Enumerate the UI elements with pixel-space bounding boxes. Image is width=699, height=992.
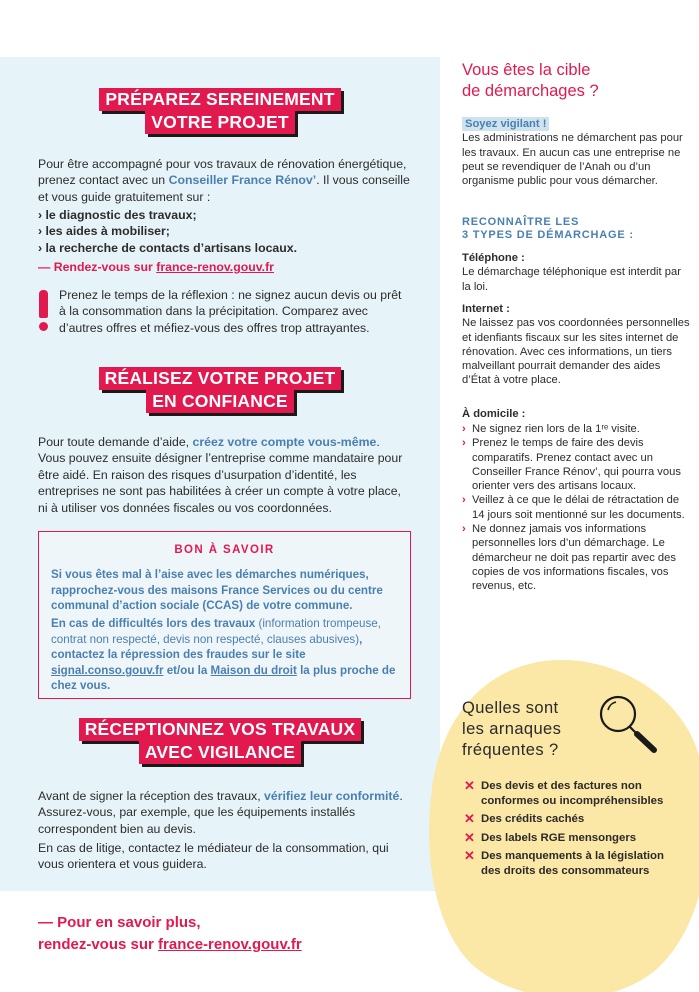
heading-receptionnez-line2: AVEC VIGILANCE [139, 741, 301, 764]
list-item [462, 493, 692, 522]
prepare-link-line [38, 259, 410, 275]
list-item [464, 849, 674, 878]
home-item-text: Ne signez rien lors de la 1ʳᵉ visite. [472, 423, 640, 435]
box-title: BON À SAVOIR [174, 544, 275, 556]
scam-item-text: Des manquements à la législation des droits des consommateurs [481, 850, 664, 877]
heading-prepare [0, 88, 440, 134]
bullet-aides: › les aides à mobiliser; [38, 224, 170, 239]
exclamation-icon [36, 290, 52, 332]
chevron-right-icon: › [462, 494, 466, 507]
heading-realisez [0, 367, 440, 413]
prepare-bullets [38, 207, 410, 256]
scam-item-text: Des labels RGE mensongers [481, 831, 637, 844]
footer [38, 912, 438, 956]
types-heading [462, 216, 692, 242]
bon-a-savoir-box [38, 531, 411, 699]
receptionnez-text-2: En cas de litige, contactez le médiateur de la consommation, qui vous orientera et vous guidera. [38, 841, 389, 872]
vigilant-text: Les administrations ne démarchent pas pour les travaux. En aucun cas une entreprise ne peut se revendiquer de l’Anah ou d’un organisme public pour vous démarcher. [462, 132, 683, 188]
bullet-contacts: › la recherche de contacts d’artisans locaux. [38, 240, 298, 255]
heading-realisez-line2: EN CONFIANCE [146, 390, 294, 413]
scam-title [462, 698, 612, 761]
verifiez-conformite-link[interactable]: vérifiez leur conformité [264, 789, 400, 803]
internet-text: Ne laissez pas vos coordonnées personnelles et idenfiants fiscaux sur les sites internet de rénovation. Avec ces informations, un tiers malveillant pourrait demander des aides d’État à votre place. [462, 317, 690, 387]
prepare-intro [38, 156, 410, 205]
warning-text: Prenez le temps de la réflexion : ne signez aucun devis ou prêt à la consommation dans la précipitation. Comparez avec d’autres offres et méfiez-vous des offres trop attrayantes. [59, 288, 402, 335]
conseiller-link[interactable]: Conseiller France Rénov’ [168, 173, 317, 188]
heading-receptionnez-line1: RÉCEPTIONNEZ VOS TRAVAUX [79, 718, 362, 741]
internet-label: Internet : [462, 303, 510, 315]
scam-title-line2: les arnaques [462, 720, 562, 738]
list-item [462, 422, 692, 436]
telephone-block [462, 251, 692, 294]
magnifier-icon [596, 690, 660, 754]
box-p2-c: , contactez la répression des fraudes sur le site [51, 632, 363, 662]
signal-conso-link[interactable]: signal.conso.gouv.fr [51, 663, 164, 677]
list-item [464, 812, 674, 827]
telephone-label: Téléphone : [462, 252, 525, 264]
cross-icon: ✕ [464, 829, 475, 845]
cross-icon: ✕ [464, 811, 475, 827]
realisez-text [38, 434, 410, 516]
demarchage-title [462, 60, 692, 102]
prepare-intro-end: . Il vous conseille et vous guide gratuitement sur : [38, 173, 410, 204]
realisez-text-start: Pour toute demande d’aide, [38, 435, 193, 449]
box-p2-b: (information trompeuse, contrat non respecté, devis non respecté, clauses abusives) [51, 617, 381, 646]
home-item-text: Ne donnez jamais vos informations personnelles lors d’un démarchage. Le démarcheur ne doit pas repartir avec des copies de vos informations fiscales, vos revenus, etc. [472, 523, 676, 593]
chevron-right-icon: › [462, 523, 466, 536]
france-renov-link[interactable]: france-renov.gouv.fr [156, 260, 274, 274]
list-item [464, 831, 674, 846]
cross-icon: ✕ [464, 778, 475, 793]
prepare-link-prefix: — Rendez-vous sur [38, 260, 157, 274]
scam-title-line1: Quelles sont [462, 699, 559, 717]
scam-item-text: Des crédits cachés [481, 813, 585, 826]
vigilant-block [462, 117, 692, 188]
box-paragraph-2 [51, 616, 401, 694]
scam-title-line3: fréquentes ? [462, 741, 559, 759]
home-item-text: Prenez le temps de faire des devis comparatifs. Prenez contact avec un Conseiller France Rénov’, qui pourra vous orienter vers des artisans locaux. [472, 437, 681, 493]
realisez-text-end: . Vous pouvez ensuite désigner l’entreprise comme mandataire pour être aidé. En raison des risques d’usurpation d’identité, les entreprises ne sont pas habilitées à créer un compte à votre place, ni à utiliser vos données fiscales ou vos coordonnées. [38, 435, 403, 515]
receptionnez-text-end: . Assurez-vous, par exemple, que les équipements installés correspondent bien au devis. [38, 789, 403, 836]
list-item [464, 779, 674, 808]
footer-line1: — Pour en savoir plus, [38, 914, 201, 931]
maison-du-droit-link[interactable]: Maison du droit [210, 663, 297, 677]
footer-france-renov-link[interactable]: france-renov.gouv.fr [158, 936, 302, 953]
heading-receptionnez [0, 718, 440, 764]
chevron-right-icon: › [462, 437, 466, 450]
home-label: À domicile : [462, 408, 526, 420]
box-p2-d: et/ou la [163, 663, 211, 677]
list-item [462, 522, 692, 593]
scam-list [464, 779, 674, 883]
types-heading-line1: RECONNAÎTRE LES [462, 216, 580, 228]
box-p2-e: la plus proche de chez vous. [51, 663, 396, 693]
footer-line2 [38, 934, 438, 956]
demarchage-title-line1: Vous êtes la cible [462, 61, 591, 79]
heading-prepare-line1: PRÉPAREZ SEREINEMENT [99, 88, 340, 111]
receptionnez-text-1 [38, 788, 410, 837]
list-item [462, 436, 692, 493]
cross-icon: ✕ [464, 848, 475, 864]
types-heading-line2: 3 TYPES DE DÉMARCHAGE : [462, 229, 634, 241]
heading-prepare-line2: VOTRE PROJET [145, 111, 295, 134]
box-p2-a: En cas de difficultés lors des travaux [51, 617, 256, 630]
home-item-text: Veillez à ce que le délai de rétractation de 14 jours soit mentionné sur les documents. [472, 494, 685, 521]
vigilant-badge: Soyez vigilant ! [462, 117, 549, 131]
receptionnez-text-start: Avant de signer la réception des travaux, [38, 789, 265, 803]
internet-block [462, 302, 692, 388]
scam-item-text: Des devis et des factures non conformes ou incompréhensibles [481, 780, 664, 807]
box-paragraph-1: Si vous êtes mal à l’aise avec les démarches numériques, rapprochez-vous des maisons France Services ou du centre communal d’action sociale (CCAS) de votre commune. [51, 568, 383, 613]
create-account-link[interactable]: créez votre compte vous-même [192, 435, 377, 449]
chevron-right-icon: › [462, 423, 466, 435]
demarchage-title-line2: de démarchages ? [462, 82, 599, 100]
bullet-diagnostic: › le diagnostic des travaux; [38, 208, 197, 222]
footer-prefix: rendez-vous sur [38, 936, 159, 953]
heading-realisez-line1: RÉALISEZ VOTRE PROJET [99, 367, 342, 390]
telephone-text: Le démarchage téléphonique est interdit par la loi. [462, 266, 681, 293]
prepare-intro-text: Pour être accompagné pour vos travaux de rénovation énergétique, prenez contact avec un [38, 157, 407, 188]
home-list [462, 422, 692, 594]
